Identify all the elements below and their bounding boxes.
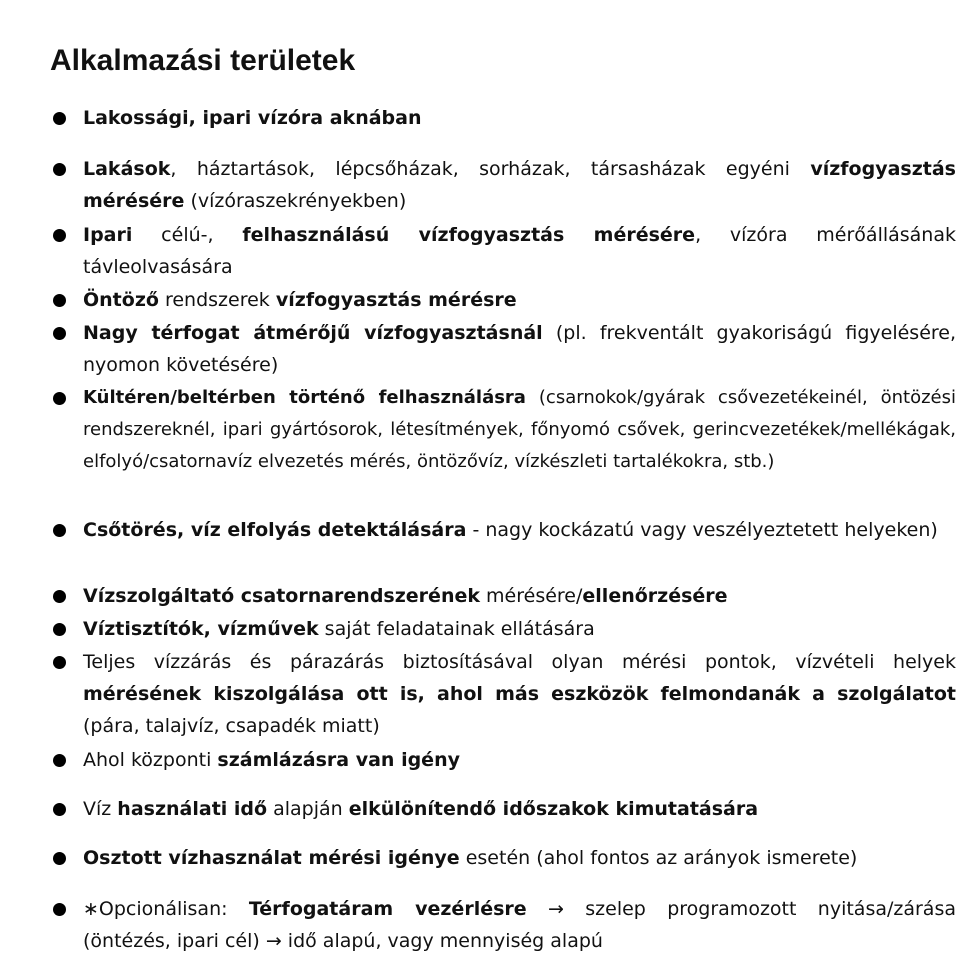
bullet-dot <box>53 623 66 636</box>
bullet-dot <box>53 656 66 669</box>
item-segment: mérésének kiszolgálása ott is, ahol más eszközök felmondanák a szolgálatot <box>83 683 956 705</box>
bullet-item-9 <box>83 613 956 645</box>
bullet-item-8 <box>83 580 956 612</box>
item-segment: célú-, <box>132 224 243 246</box>
bullet-item-7 <box>83 514 956 546</box>
item-segment: Vízszolgáltató csatornarendszerének <box>83 585 480 607</box>
bullet-item-1 <box>83 102 956 134</box>
item-segment: Ahol központi <box>83 749 218 771</box>
bullet-dot <box>53 294 66 307</box>
bullet-item-12 <box>83 793 956 825</box>
bullet-item-6 <box>83 382 956 478</box>
item-segment: Teljes vízzárás és párazárás biztosításával olyan mérési pontok, vízvételi helyek <box>83 651 956 673</box>
item-segment: Víztisztítók, vízművek <box>83 618 319 640</box>
item-segment: , vízóra mérőállásának távleolvasására <box>83 224 956 278</box>
item-segment: elkülönítendő időszakok kimutatására <box>348 798 759 820</box>
bullet-dot <box>53 803 66 816</box>
item-segment: használati idő <box>117 798 268 820</box>
item-segment: - nagy kockázatú vagy veszélyeztetett helyeken) <box>466 519 938 541</box>
bullet-dot <box>53 590 66 603</box>
bullet-dot <box>53 163 66 176</box>
bullet-item-5 <box>83 317 956 381</box>
item-segment: esetén (ahol fontos az arányok ismerete) <box>459 847 858 869</box>
bullet-item-13 <box>83 842 956 874</box>
item-segment: Térfogatáram vezérlésre <box>248 898 527 920</box>
item-segment: Kültéren/beltérben történő felhasználásra <box>83 387 526 408</box>
bullet-dot <box>53 112 66 125</box>
item-segment: Osztott vízhasználat mérési igénye <box>83 847 460 869</box>
item-segment: ellenőrzésére <box>582 585 728 607</box>
bullet-dot <box>53 229 66 242</box>
item-segment: (pl. frekventált gyakoriságú figyelésére, nyomon követésére) <box>83 322 957 376</box>
bullet-item-11 <box>83 744 956 776</box>
bullet-item-4 <box>83 284 956 316</box>
bullet-dot <box>53 754 66 767</box>
item-segment: , háztartások, lépcsőházak, sorházak, társasházak egyéni <box>170 158 811 180</box>
item-segment: Ipari <box>83 224 133 246</box>
item-segment: Víz <box>83 798 118 820</box>
item-segment: (vízóraszekrényekben) <box>184 190 407 212</box>
item-segment: felhasználású vízfogyasztás mérésére <box>242 224 696 246</box>
item-segment: (pára, talajvíz, csapadék miatt) <box>83 715 380 737</box>
item-segment: Lakossági, ipari vízóra aknában <box>83 107 422 129</box>
item-segment: alapján <box>267 798 349 820</box>
item-segment: Lakások <box>83 158 171 180</box>
item-segment: Öntöző <box>83 289 159 311</box>
item-segment: → szelep programozott nyitása/zárása (öntézés, ipari cél) → idő alapú, vagy mennyiség alapú <box>83 898 956 952</box>
bullet-dot <box>53 524 66 537</box>
bullet-dot <box>53 327 66 340</box>
item-segment: (csarnokok/gyárak csővezetékeinél, öntözési rendszereknél, ipari gyártósorok, létesítmények, főnyomó csővek, gerincvezetékek/mellékágak, elfolyó/csatornavíz elvezetés mérés, öntözővíz, vízkészleti tartalékokra, stb.) <box>83 387 957 472</box>
page-title: Alkalmazási területek <box>50 44 356 77</box>
bullet-item-10 <box>83 646 956 742</box>
item-segment: Nagy térfogat átmérőjű vízfogyasztásnál <box>83 322 543 344</box>
item-segment: Csőtörés, víz elfolyás detektálására <box>83 519 467 541</box>
bullet-dot <box>53 903 66 916</box>
bullet-dot <box>53 392 66 405</box>
item-segment: ∗Opcionálisan: <box>83 898 249 920</box>
item-segment: vízfogyasztás mérésre <box>275 289 517 311</box>
item-segment: számlázásra van igény <box>217 749 460 771</box>
item-segment: mérésére/ <box>480 585 583 607</box>
bullet-item-14 <box>83 893 956 957</box>
bullet-dot <box>53 852 66 865</box>
item-segment: rendszerek <box>158 289 276 311</box>
item-segment: saját feladatainak ellátására <box>318 618 595 640</box>
bullet-item-2 <box>83 153 956 217</box>
bullet-item-3 <box>83 219 956 283</box>
item-segment: vízfogyasztás mérésére <box>83 158 956 212</box>
